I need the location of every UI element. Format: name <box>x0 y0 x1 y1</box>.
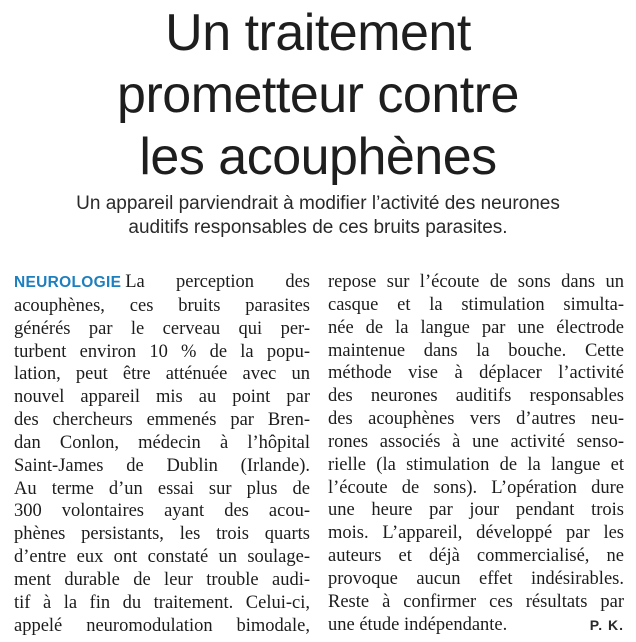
body-line-with-signature <box>328 614 624 637</box>
body-line: méthode vise à déplacer l’activité <box>328 363 624 384</box>
body-line: rielle (la stimulation de la langue et <box>328 454 624 475</box>
body-line: turbent environ 10 % de la popu- <box>14 341 310 362</box>
body-line: tif à la fin du traitement. Celui-ci, <box>14 592 310 613</box>
body-line: rones associés à une activité senso- <box>328 431 624 452</box>
headline-line: les acouphènes <box>139 128 497 186</box>
body-column-left <box>14 271 310 638</box>
subtitle-line: Un appareil parviendrait à modifier l’activité des neurones <box>76 193 560 214</box>
body-line: l’écoute de sons). L’opération dure <box>328 477 624 498</box>
body-line: des acouphènes vers d’autres neu- <box>328 409 624 430</box>
body-line: d’entre eux ont constaté un soulage- <box>14 547 310 568</box>
body-line: dan Conlon, médecin à l’hôpital <box>14 432 310 453</box>
subtitle-line: auditifs responsables de ces bruits parasites. <box>128 217 508 238</box>
rubric-label: NEUROLOGIE <box>14 274 122 291</box>
body-line-text: La perception des <box>125 272 310 292</box>
body-line: née de la langue par une électrode <box>328 317 624 338</box>
body-line: maintenue dans la bouche. Cette <box>328 340 624 361</box>
body-line: provoque aucun effet indésirables. <box>328 568 624 589</box>
body-line: lation, peut être atténuée avec un <box>14 364 310 385</box>
body-line: des chercheurs emmenés par Bren- <box>14 410 310 431</box>
body-line: auteurs et déjà commercialisé, ne <box>328 546 624 567</box>
body-line <box>14 271 310 295</box>
body-line: repose sur l’écoute de sons dans un <box>328 272 624 292</box>
body-line: acouphènes, ces bruits parasites <box>14 295 310 316</box>
body-line: appelé neuromodulation bimodale, <box>14 615 310 636</box>
body-line: des neurones auditifs responsables <box>328 386 624 407</box>
body-line: générés par le cerveau qui per- <box>14 318 310 339</box>
body-line: nouvel appareil mis au point par <box>14 387 310 408</box>
body-line: casque et la stimulation simulta- <box>328 294 624 315</box>
author-signature: P. K. <box>589 616 624 633</box>
headline <box>0 2 636 188</box>
body-line: Saint-James de Dublin (Irlande). <box>14 455 310 476</box>
subtitle <box>0 192 636 240</box>
body-line: une heure par jour pendant trois <box>328 500 624 521</box>
body-column-right <box>328 271 624 637</box>
body-line: une étude indépendante. <box>328 614 508 635</box>
headline-line: prometteur contre <box>117 66 519 124</box>
body-line: Au terme d’un essai sur plus de <box>14 478 310 499</box>
body-line: phènes persistants, les trois quarts <box>14 524 310 545</box>
body-line: mois. L’appareil, développé par les <box>328 523 624 544</box>
headline-line: Un traitement <box>165 4 471 62</box>
body-line: 300 volontaires ayant des acou- <box>14 501 310 522</box>
body-line: Reste à confirmer ces résultats par <box>328 591 624 612</box>
body-line: ment durable de leur trouble audi- <box>14 569 310 590</box>
